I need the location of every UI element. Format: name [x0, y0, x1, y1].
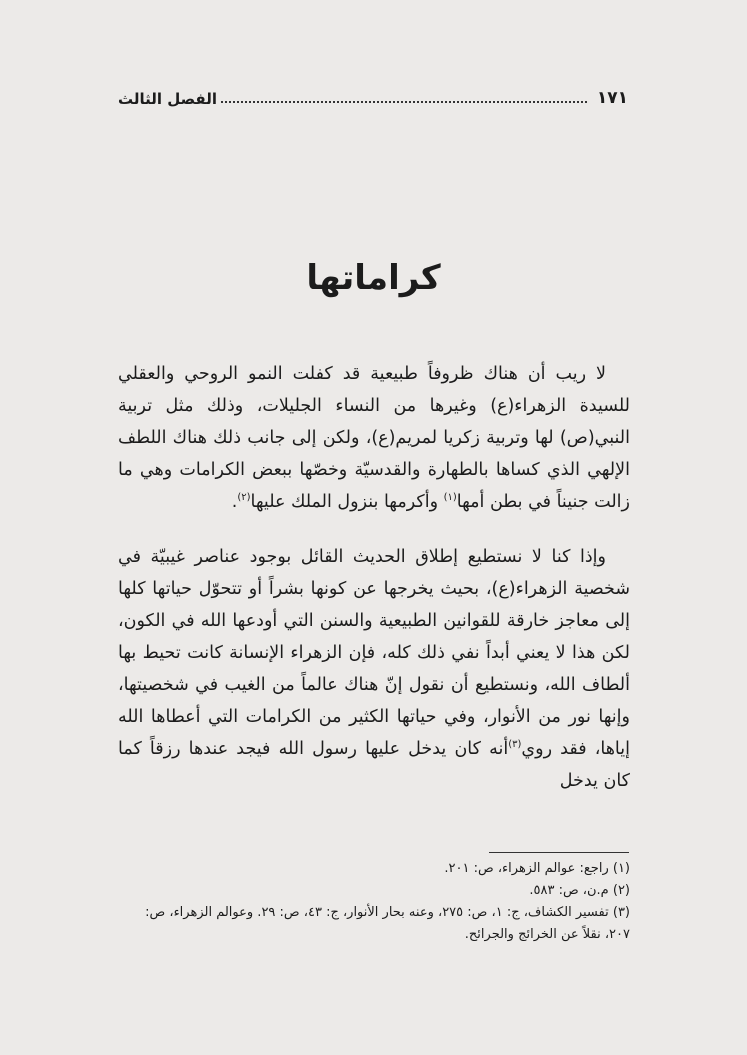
- footnote-marker: (٢): [237, 492, 251, 504]
- paragraph: [118, 541, 630, 797]
- section-title: كراماتها: [306, 258, 441, 298]
- footnote: (٣) تفسير الكشاف، ج: ١، ص: ٢٧٥، وعنه بحار الأنوار، ج: ٤٣، ص: ٢٩. وعوالم الزهراء، ص: ٢٠٧، نقلاً عن الخرائج والجرائح.: [145, 905, 630, 942]
- paragraph-text: .: [231, 492, 238, 512]
- header-dotted-leader: [221, 101, 587, 103]
- body-text: [118, 358, 630, 797]
- paragraph-text: لا ريب أن هناك ظروفاً طبيعية قد كفلت النمو الروحي والعقلي للسيدة الزهراء(ع) وغيرها من النساء الجليلات، وذلك مثل تربية النبي(ص) لها وتربية زكريا لمريم(ع)، ولكن إلى جانب ذلك هناك اللطف الإلهي الذي كساها بالطهارة والقدسيّة وخصّها ببعض الكرامات وهي ما زالت جنيناً في بطن أمها: [118, 364, 630, 512]
- paragraph: [118, 358, 630, 518]
- running-header: [118, 88, 628, 108]
- footnote-marker: (٣): [508, 739, 522, 751]
- paragraph-text: وإذا كنا لا نستطيع إطلاق الحديث القائل بوجود عناصر غيبيّة في شخصية الزهراء(ع)، بحيث يخرجها عن كونها بشراً أو تتحوّل حياتها كلها إلى معاجز خارقة للقوانين الطبيعية والسنن التي أودعها الله في الكون، لكن هذا لا يعني أبداً نفي ذلك كله، فإن الزهراء الإنسانة كانت تحيط بها ألطاف الله، ونستطيع أن نقول إنّ هناك عالماً من الغيب في شخصيتها، وإنها نور من الأنوار، وفي حياتها الكثير من الكرامات التي أعطاها الله إياها، فقد روي: [118, 547, 630, 759]
- footnotes: [118, 858, 630, 946]
- paragraph-text: وأكرمها بنزول الملك عليها: [250, 492, 444, 512]
- footnote: (١) راجع: عوالم الزهراء، ص: ٢٠١.: [444, 861, 630, 876]
- page-number: ١٧١: [596, 88, 628, 108]
- footnote: (٢) م.ن، ص: ٥٨٣.: [529, 883, 630, 898]
- footnote-separator: [489, 852, 629, 853]
- chapter-title: الفصل الثالث: [118, 90, 218, 108]
- paragraph-text: أنه كان يدخل عليها رسول الله فيجد عندها رزقاً كما كان يدخل: [118, 739, 630, 791]
- footnote-marker: (١): [443, 492, 457, 504]
